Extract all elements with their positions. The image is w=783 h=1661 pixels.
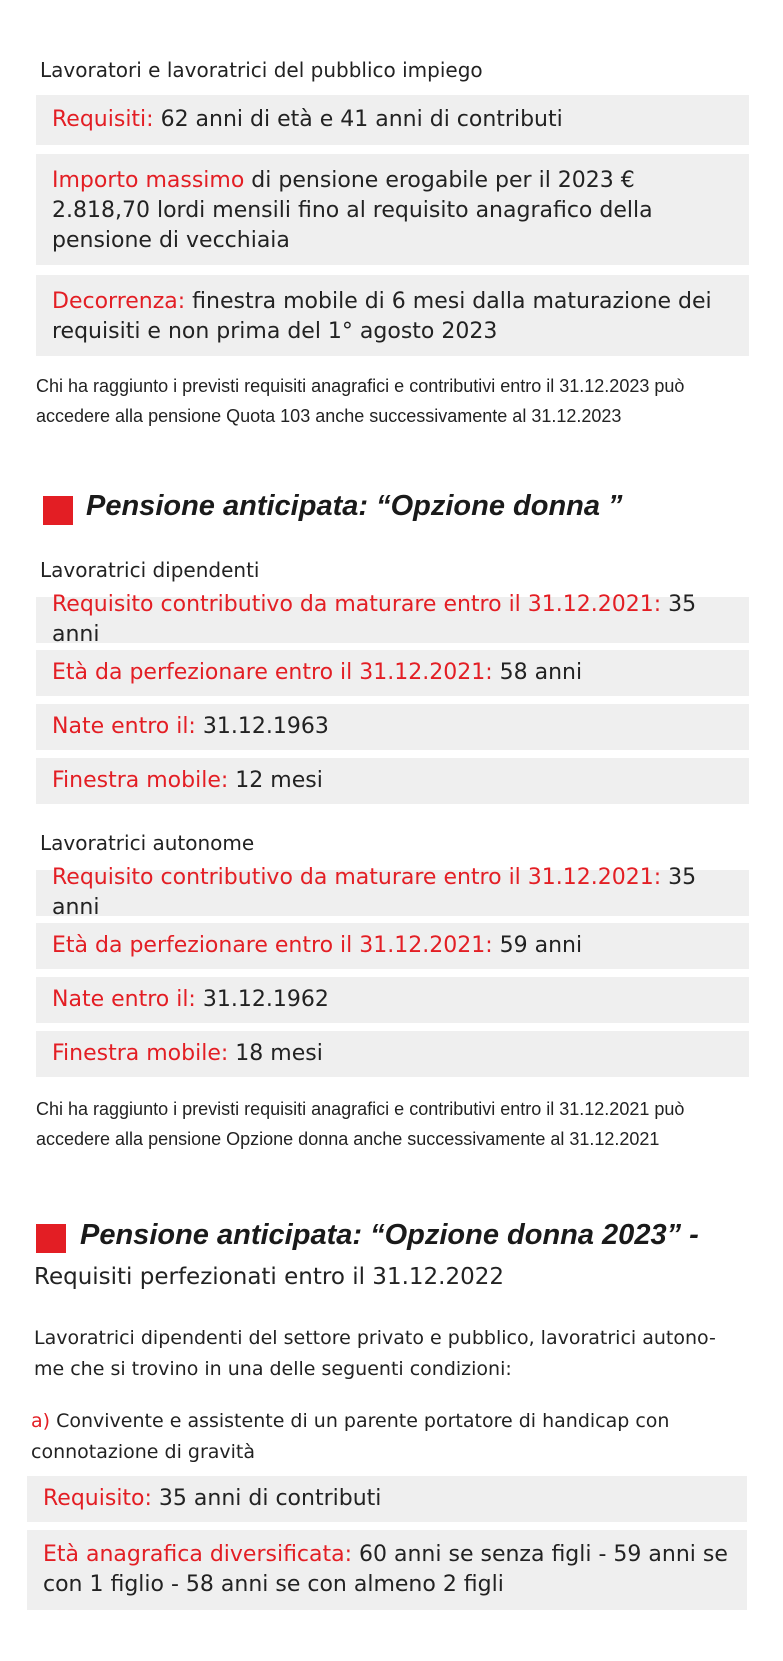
row-key: Nate entro il: <box>52 714 196 739</box>
row-value: 62 anni di età e 41 anni di contributi <box>153 107 563 132</box>
row-key: Nate entro il: <box>52 987 196 1012</box>
row-key: Requisito contributivo da maturare entro il 31.12.2021: <box>52 865 662 890</box>
note-text: Chi ha raggiunto i previsti requisiti anagrafici e contributivi entro il 31.12.2023 può accedere alla pensione Quota 103 anche successivamente al 31.12.2023 <box>36 376 685 426</box>
row-key: Importo massimo <box>52 168 245 193</box>
info-row <box>36 154 749 265</box>
intro-line: Lavoratrici dipendenti del settore privato e pubblico, lavoratrici autono- <box>34 1327 716 1349</box>
info-row <box>36 977 749 1023</box>
row-value: 12 mesi <box>228 768 323 793</box>
info-row <box>36 275 749 356</box>
condition-item <box>31 1406 761 1468</box>
row-value: 35 anni di contributi <box>151 1486 382 1511</box>
row-value: 31.12.1962 <box>195 987 329 1012</box>
row-key: Finestra mobile: <box>52 768 229 793</box>
row-key: Età da perfezionare entro il 31.12.2021: <box>52 660 493 685</box>
info-row <box>36 758 749 804</box>
info-row <box>36 592 749 647</box>
info-row <box>36 704 749 750</box>
row-value: 18 mesi <box>228 1041 323 1066</box>
info-row <box>36 865 749 920</box>
info-row <box>27 1530 747 1610</box>
item-text: connotazione di gravità <box>31 1441 256 1463</box>
row-key: Decorrenza: <box>52 289 186 314</box>
intro-line: me che si trovino in una delle seguenti condizioni: <box>34 1358 512 1380</box>
row-value: 59 anni <box>492 933 583 958</box>
row-key: Requisito: <box>43 1486 152 1511</box>
row-value: 60 anni se senza figli - 59 anni se con 1 figlio - 58 anni se con almeno 2 figli <box>43 1542 728 1597</box>
info-row <box>36 95 749 145</box>
section-subtitle: Requisiti perfezionati entro il 31.12.2022 <box>34 1264 504 1290</box>
note-text: Chi ha raggiunto i previsti requisiti anagrafici e contributivi entro il 31.12.2021 può accedere alla pensione Opzione donna anche successivamente al 31.12.2021 <box>36 1099 685 1149</box>
row-value: di pensione erogabile per il 2023 € 2.818,70 lordi mensili fino al requisito anagrafico della pensione di vecchiaia <box>52 168 653 253</box>
row-value: 58 anni <box>492 660 583 685</box>
info-row <box>36 1031 749 1077</box>
row-value: 35 anni <box>52 592 697 647</box>
info-row <box>36 650 749 696</box>
row-key: Età da perfezionare entro il 31.12.2021: <box>52 933 493 958</box>
row-key: Età anagrafica diversificata: <box>43 1542 353 1567</box>
square-bullet-icon <box>43 496 73 525</box>
row-key: Requisito contributivo da maturare entro il 31.12.2021: <box>52 592 662 617</box>
item-marker: a) <box>31 1410 51 1432</box>
section-title: Pensione anticipata: “Opzione donna 2023” - <box>80 1219 699 1251</box>
section-heading: Lavoratrici autonome <box>40 831 255 855</box>
item-text: Convivente e assistente di un parente portatore di handicap con <box>50 1410 670 1432</box>
info-row <box>36 923 749 969</box>
row-value: 35 anni <box>52 865 697 920</box>
intro-text <box>34 1323 764 1385</box>
row-value: 31.12.1963 <box>195 714 329 739</box>
section-heading: Lavoratori e lavoratrici del pubblico impiego <box>40 58 483 82</box>
section-heading: Lavoratrici dipendenti <box>40 558 260 582</box>
square-bullet-icon <box>36 1224 66 1253</box>
row-value: finestra mobile di 6 mesi dalla maturazione dei requisiti e non prima del 1° agosto 2023 <box>52 289 712 344</box>
row-key: Finestra mobile: <box>52 1041 229 1066</box>
info-row <box>27 1476 747 1522</box>
row-key: Requisiti: <box>52 107 154 132</box>
section-title: Pensione anticipata: “Opzione donna ” <box>86 490 623 522</box>
